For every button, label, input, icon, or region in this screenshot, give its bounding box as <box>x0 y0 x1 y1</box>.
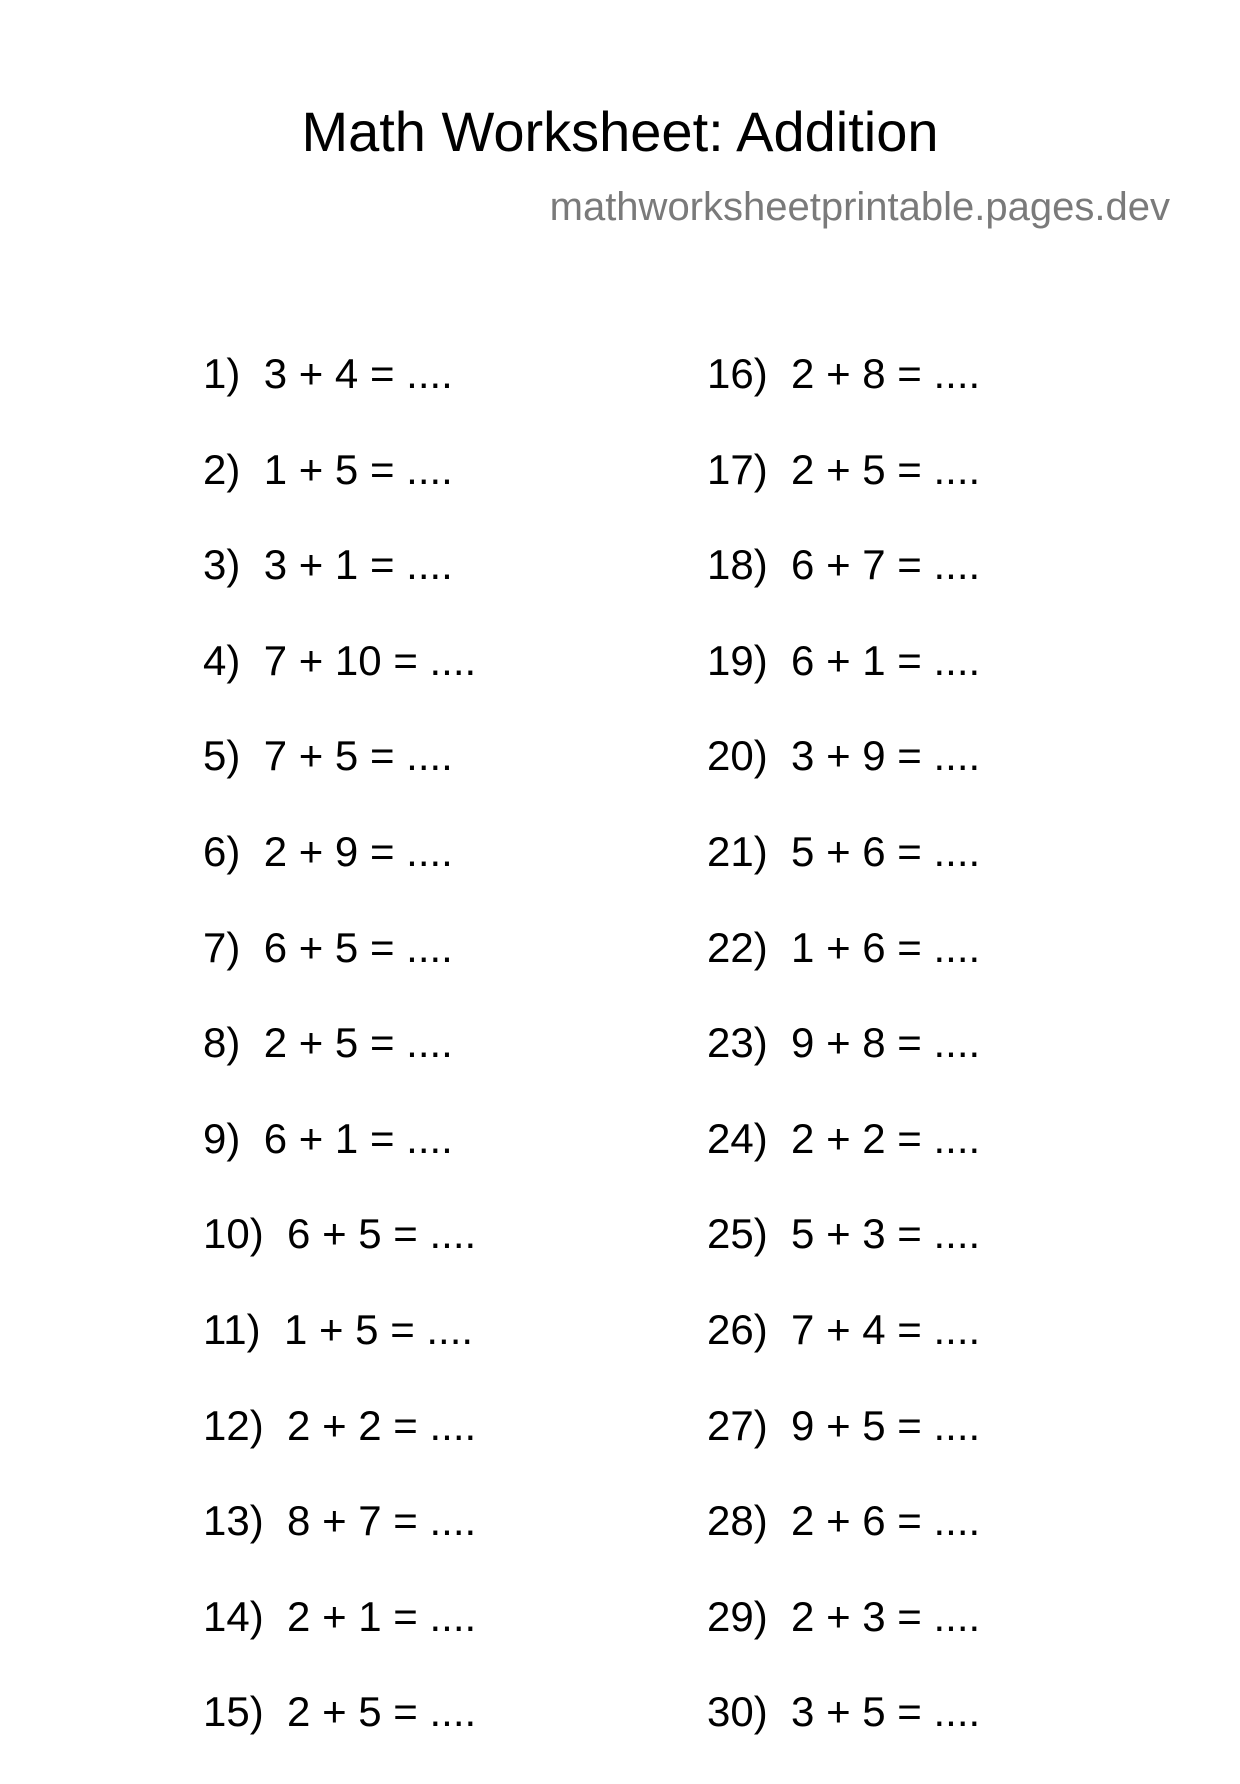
problem-item <box>203 1688 476 1784</box>
problem-number: 15) <box>203 1688 264 1736</box>
problem-item <box>203 732 476 828</box>
problem-item <box>203 1402 476 1498</box>
problem-item <box>707 1210 980 1306</box>
problem-item <box>203 446 476 542</box>
problem-number: 4) <box>203 636 241 684</box>
problem-item <box>707 1497 980 1593</box>
problem-item <box>707 446 980 542</box>
problem-expression: 3 + 5 = .... <box>791 1688 981 1736</box>
problem-expression: 2 + 5 = .... <box>791 445 981 493</box>
problem-item <box>707 924 980 1020</box>
problem-number: 7) <box>203 923 241 971</box>
problem-item <box>707 1019 980 1115</box>
problem-item <box>203 1210 476 1306</box>
problem-expression: 7 + 4 = .... <box>791 1305 981 1353</box>
problem-expression: 3 + 1 = .... <box>263 541 453 589</box>
problem-item <box>707 1688 980 1784</box>
problem-expression: 1 + 6 = .... <box>791 923 981 971</box>
problem-number: 3) <box>203 541 241 589</box>
problem-item <box>707 1402 980 1498</box>
problem-item <box>707 1593 980 1689</box>
problem-item <box>203 350 476 446</box>
problem-number: 18) <box>707 541 768 589</box>
problems-column-right <box>707 350 980 1784</box>
problem-expression: 1 + 5 = .... <box>263 445 453 493</box>
problem-expression: 2 + 9 = .... <box>263 827 453 875</box>
problem-item <box>707 732 980 828</box>
problem-item <box>707 1306 980 1402</box>
problem-expression: 2 + 5 = .... <box>263 1019 453 1067</box>
problem-expression: 1 + 5 = .... <box>283 1305 474 1353</box>
problem-number: 25) <box>707 1210 768 1258</box>
problem-number: 27) <box>707 1401 768 1449</box>
problem-item <box>203 1019 476 1115</box>
problem-item <box>203 1593 476 1689</box>
problem-item <box>203 924 476 1020</box>
problem-number: 21) <box>707 827 768 875</box>
problem-number: 1) <box>203 350 241 397</box>
source-site-label: mathworksheetprintable.pages.dev <box>549 185 1170 229</box>
problem-item <box>203 637 476 733</box>
problem-expression: 6 + 1 = .... <box>791 636 981 684</box>
problem-expression: 2 + 8 = .... <box>791 350 981 397</box>
page-title: Math Worksheet: Addition <box>301 100 939 163</box>
problem-number: 19) <box>707 636 768 684</box>
problem-expression: 3 + 9 = .... <box>791 732 981 780</box>
problem-number: 12) <box>203 1401 264 1449</box>
problem-item <box>707 350 980 446</box>
problem-number: 22) <box>707 923 768 971</box>
problem-expression: 2 + 5 = .... <box>287 1688 477 1736</box>
problem-expression: 7 + 5 = .... <box>263 732 453 780</box>
problem-number: 26) <box>707 1305 768 1353</box>
problem-number: 24) <box>707 1114 768 1162</box>
problem-expression: 6 + 1 = .... <box>263 1114 453 1162</box>
problem-expression: 9 + 8 = .... <box>791 1019 981 1067</box>
problem-item <box>203 1306 476 1402</box>
problem-item <box>707 541 980 637</box>
problem-number: 17) <box>707 445 768 493</box>
problem-number: 16) <box>707 350 768 397</box>
problem-number: 2) <box>203 445 241 493</box>
problem-number: 13) <box>203 1497 264 1545</box>
problem-expression: 6 + 7 = .... <box>791 541 981 589</box>
problem-expression: 5 + 3 = .... <box>791 1210 981 1258</box>
problem-expression: 2 + 6 = .... <box>791 1497 981 1545</box>
problem-number: 8) <box>203 1019 241 1067</box>
problem-expression: 6 + 5 = .... <box>263 923 453 971</box>
problem-number: 11) <box>203 1305 261 1353</box>
problem-number: 28) <box>707 1497 768 1545</box>
problem-expression: 5 + 6 = .... <box>791 827 981 875</box>
problem-expression: 2 + 3 = .... <box>791 1592 981 1640</box>
problem-number: 20) <box>707 732 768 780</box>
problem-item <box>707 1115 980 1211</box>
problem-number: 23) <box>707 1019 768 1067</box>
problem-number: 30) <box>707 1688 768 1736</box>
problem-number: 5) <box>203 732 241 780</box>
problem-item <box>707 828 980 924</box>
problem-expression: 3 + 4 = .... <box>263 350 453 397</box>
problem-expression: 9 + 5 = .... <box>791 1401 981 1449</box>
problem-expression: 6 + 5 = .... <box>287 1210 477 1258</box>
problem-number: 10) <box>203 1210 264 1258</box>
problem-item <box>203 541 476 637</box>
problem-expression: 8 + 7 = .... <box>287 1497 477 1545</box>
problem-expression: 2 + 1 = .... <box>287 1592 477 1640</box>
problem-number: 29) <box>707 1592 768 1640</box>
problem-expression: 2 + 2 = .... <box>287 1401 477 1449</box>
problems-column-left <box>203 350 476 1784</box>
problem-number: 9) <box>203 1114 241 1162</box>
problem-item <box>203 1115 476 1211</box>
problem-item <box>203 828 476 924</box>
problem-number: 6) <box>203 827 241 875</box>
problem-item <box>707 637 980 733</box>
problem-expression: 2 + 2 = .... <box>791 1114 981 1162</box>
problem-expression: 7 + 10 = .... <box>263 636 477 684</box>
problem-number: 14) <box>203 1592 264 1640</box>
problem-item <box>203 1497 476 1593</box>
